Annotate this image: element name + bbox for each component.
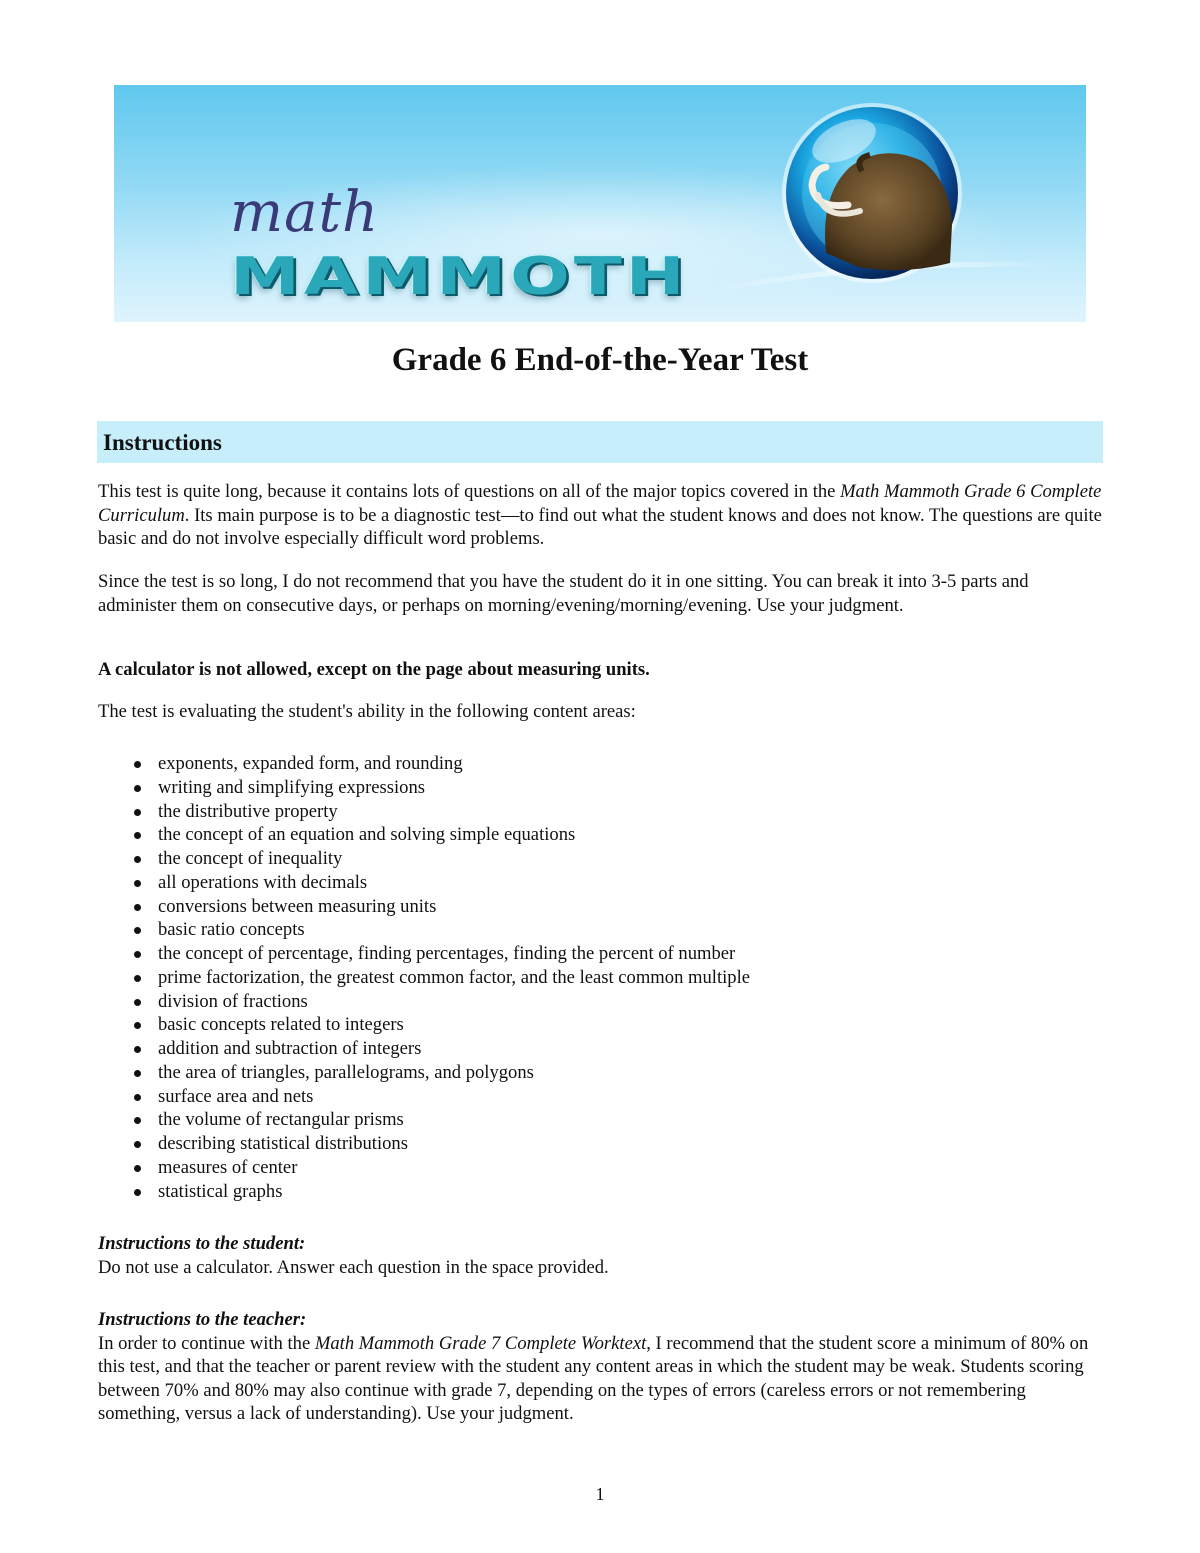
- list-item: addition and subtraction of integers: [98, 1037, 1098, 1061]
- teacher-text-a: In order to continue with the: [98, 1332, 315, 1354]
- teacher-text-b: , I recommend that the student score a minimum of 80% on this test, and that the teacher or parent review with the student any content areas in which the student may be weak. Students scoring between 70% and 80% may also continue with grade 7, depending on the types of errors (careless errors or not remembering something, versus a lack of understanding). Use your judgment.: [98, 1332, 1089, 1424]
- intro-text-b: . Its main purpose is to be a diagnostic test—to find out what the student knows and does not know. The questions are quite basic and do not involve especially difficult word problems.: [98, 504, 1102, 549]
- list-item: the volume of rectangular prisms: [98, 1108, 1098, 1132]
- logo-mammoth-word: MAMMOTH: [230, 247, 689, 307]
- list-item: describing statistical distributions: [98, 1132, 1098, 1156]
- mammoth-globe-icon: [782, 103, 962, 283]
- math-mammoth-banner: [114, 85, 1086, 322]
- list-item: the distributive property: [98, 800, 1098, 824]
- list-item: statistical graphs: [98, 1180, 1098, 1204]
- list-item: surface area and nets: [98, 1085, 1098, 1109]
- list-item: all operations with decimals: [98, 871, 1098, 895]
- list-item: the area of triangles, parallelograms, and polygons: [98, 1061, 1098, 1085]
- list-item: the concept of percentage, finding percentages, finding the percent of number: [98, 942, 1098, 966]
- teacher-instructions-heading: Instructions to the teacher:: [98, 1309, 307, 1330]
- student-instructions-text: Do not use a calculator. Answer each question in the space provided.: [98, 1256, 609, 1278]
- list-item: division of fractions: [98, 990, 1098, 1014]
- page-number: 1: [595, 1484, 605, 1504]
- content-areas-list: [98, 752, 1098, 1203]
- list-item: basic ratio concepts: [98, 918, 1098, 942]
- list-item: measures of center: [98, 1156, 1098, 1180]
- list-item: the concept of an equation and solving simple equations: [98, 823, 1098, 847]
- list-item: exponents, expanded form, and rounding: [98, 752, 1098, 776]
- teacher-instructions: [98, 1308, 1102, 1426]
- section-heading: Instructions: [103, 430, 222, 455]
- list-item: prime factorization, the greatest common factor, and the least common multiple: [98, 966, 1098, 990]
- list-item: conversions between measuring units: [98, 895, 1098, 919]
- list-item: the concept of inequality: [98, 847, 1098, 871]
- page-title: Grade 6 End-of-the-Year Test: [391, 342, 809, 378]
- curriculum-title: Math Mammoth Grade 6 Complete Curriculum: [98, 481, 1102, 526]
- logo-math-word: math: [230, 180, 380, 245]
- worktext-title: Math Mammoth Grade 7 Complete Worktext: [314, 1332, 647, 1354]
- list-item: basic concepts related to integers: [98, 1013, 1098, 1037]
- calculator-notice: A calculator is not allowed, except on the page about measuring units.: [98, 659, 650, 680]
- intro-text-a: This test is quite long, because it contains lots of questions on all of the major topics covered in the: [98, 481, 841, 502]
- content-areas-intro: The test is evaluating the student's ability in the following content areas:: [98, 701, 636, 722]
- instructions-section-bar: [97, 421, 1103, 463]
- student-instructions: [98, 1232, 1102, 1279]
- intro-paragraph: [98, 480, 1102, 551]
- student-instructions-heading: Instructions to the student:: [98, 1233, 306, 1254]
- list-item: writing and simplifying expressions: [98, 776, 1098, 800]
- sitting-paragraph: Since the test is so long, I do not recommend that you have the student do it in one sitting. You can break it into 3-5 parts and administer them on consecutive days, or perhaps on morning/evening/morning/evening. Use your judgment.: [98, 571, 1029, 616]
